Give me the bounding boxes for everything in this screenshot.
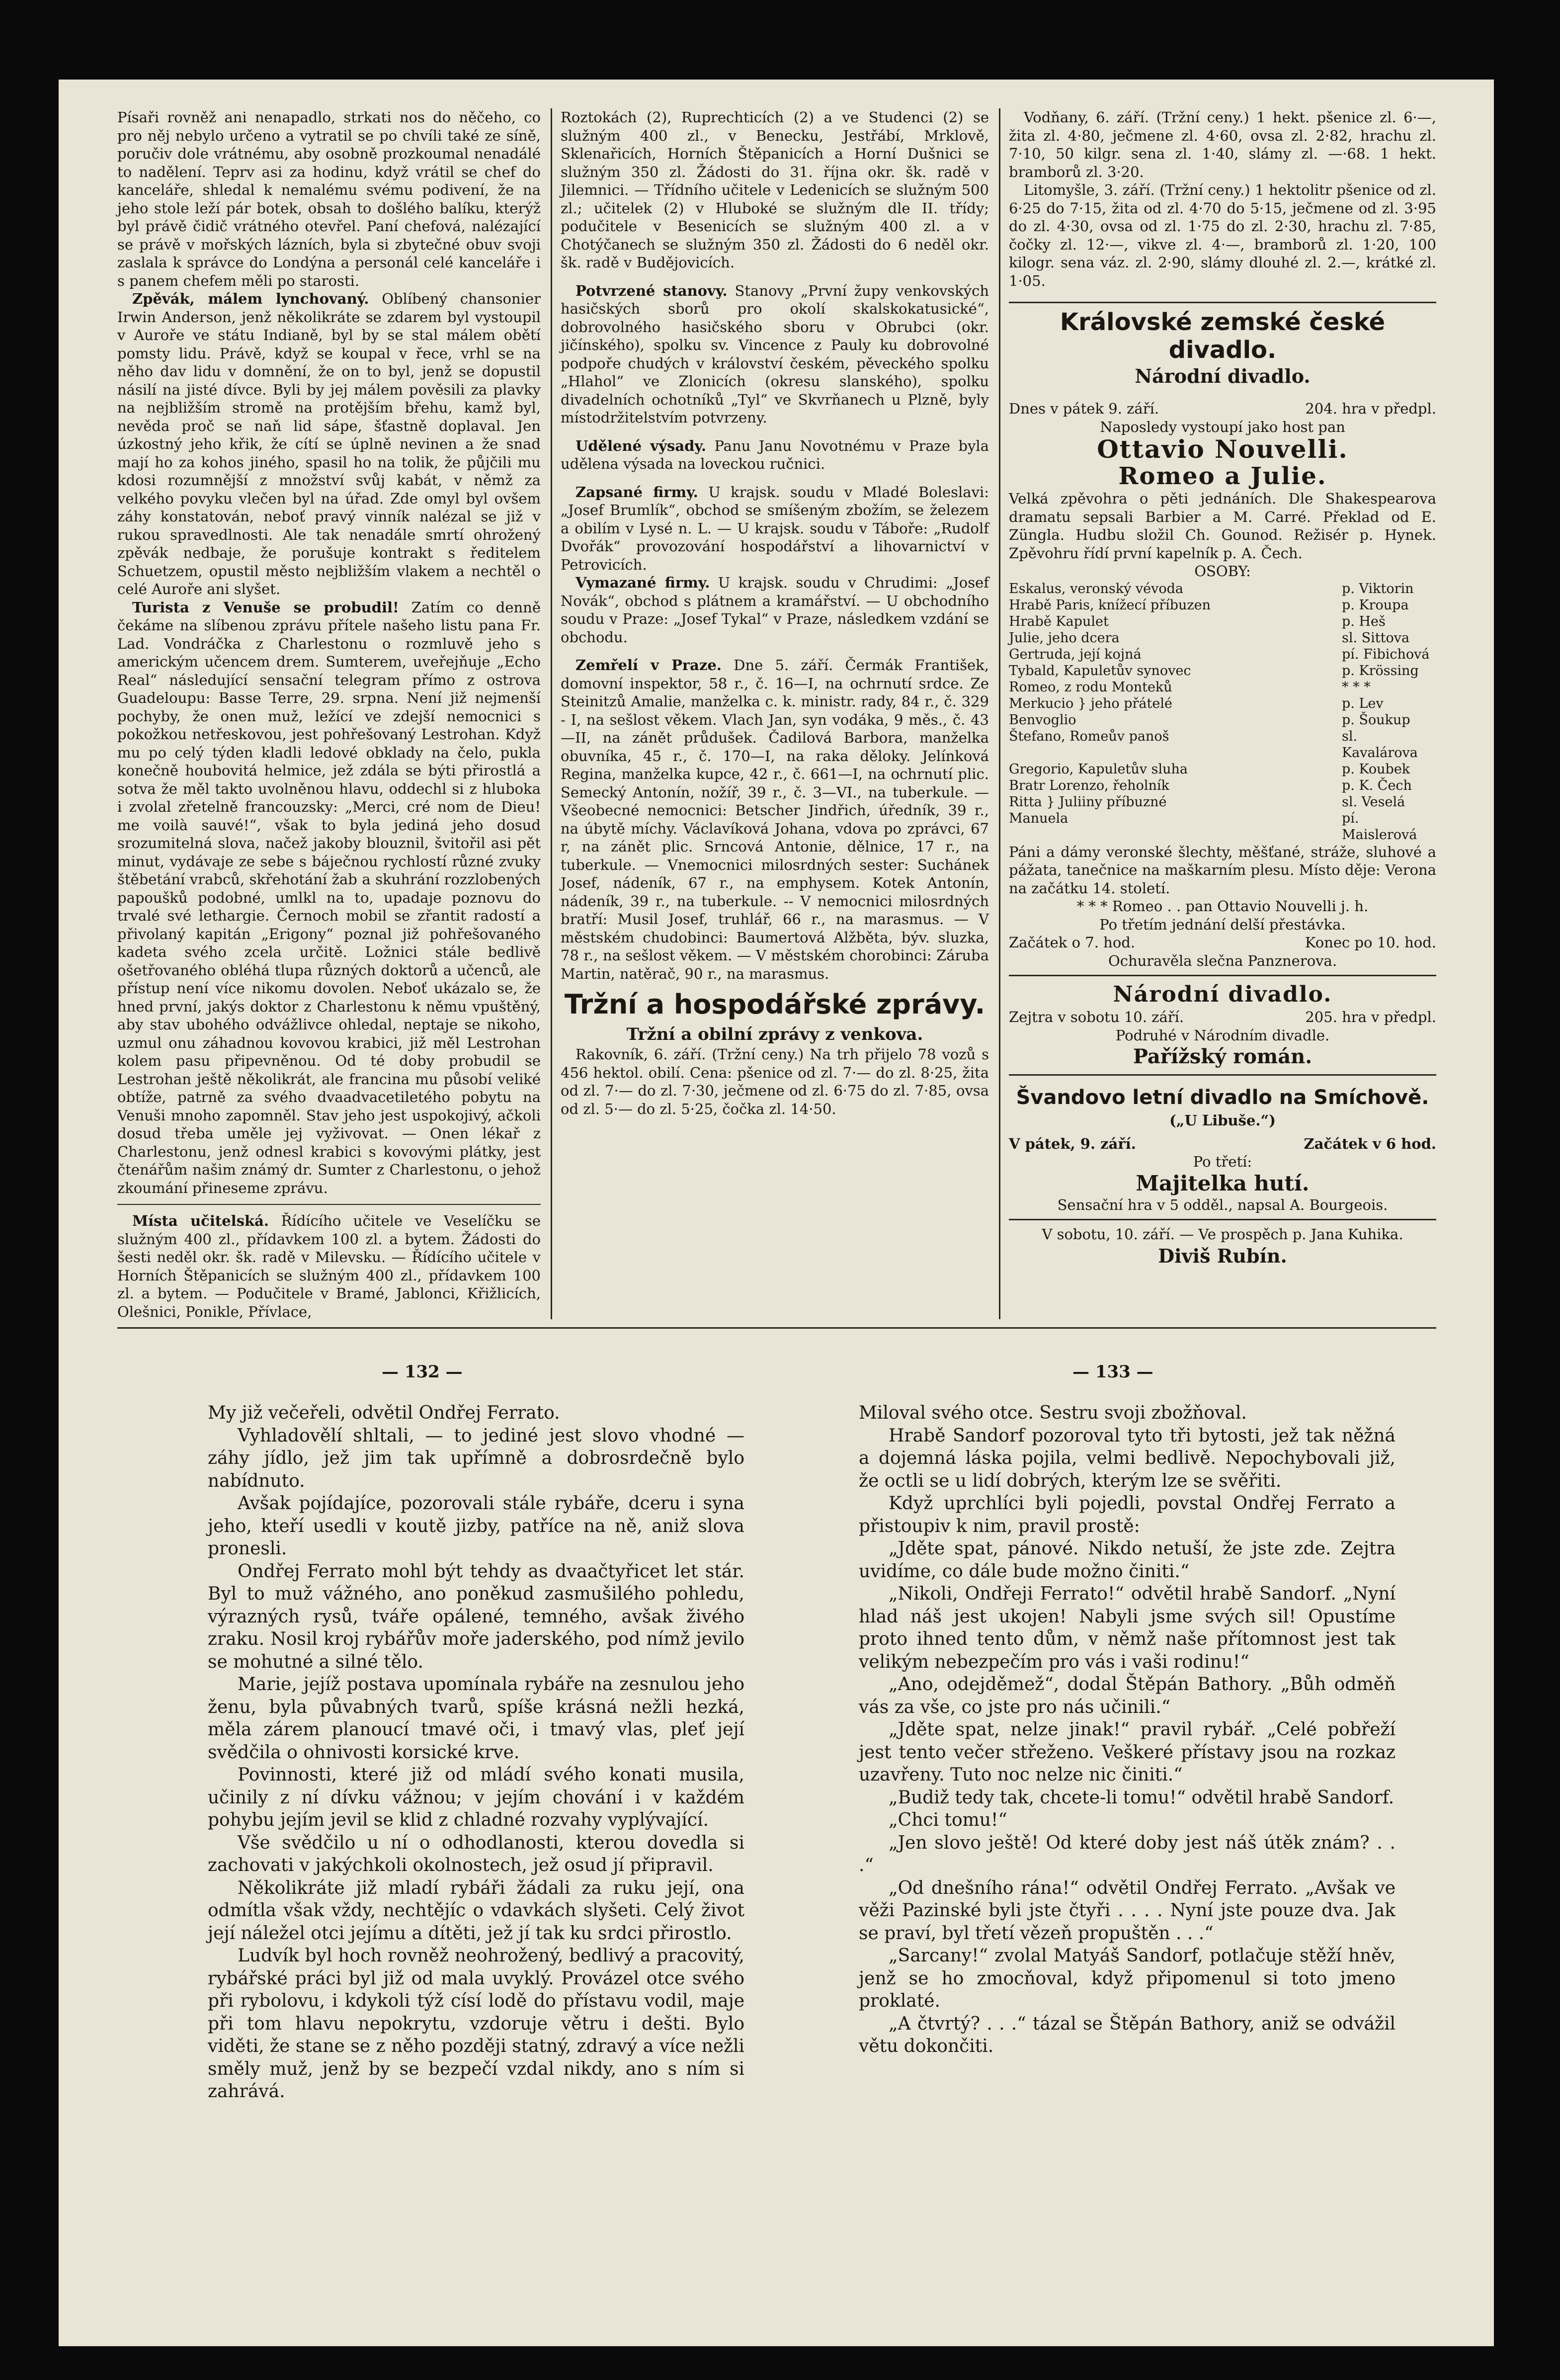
cast-row: [1009, 663, 1436, 679]
cast-role: Eskalus, veronský vévoda: [1009, 581, 1184, 596]
cast-list: [1009, 581, 1436, 843]
article-text: Panu Janu Novotnému v Praze byla udělena výsada na loveckou ručnici.: [561, 437, 989, 472]
cast-role: Merkucio } jeho přátelé: [1009, 695, 1172, 711]
story-paragraph: Vše svědčilo u ní o odhodlanosti, kterou dovedla si zachovati v jakýchkoli okolnostech, jež osud jí připravil.: [208, 1832, 744, 1875]
article-text: U krajsk. soudu v Mladé Boleslavi: „Josef Brumlík“, obchod se smíšeným zbožím, se železem a obilím v Lysé n. L. — U krajsk. soudu v Táboře: „Rudolf Dvořák“ provozování hospodářství a lihovarnictví v Petrovicích.: [561, 483, 989, 573]
story-paragraph: „Sarcany!“ zvolal Matyáš Sandorf, potlačuje stěží hněv, jenž se ho zmocňoval, když připomenul si toto jmeno proklaté.: [859, 1946, 1396, 2011]
cast-actor: p. Heš: [1342, 613, 1386, 629]
cast-actor: p. Lev: [1342, 695, 1384, 711]
story-paragraph: „Od dnešního rána!“ odvětil Ondřej Ferrato. „Avšak ve věži Pazinské byli jste čtyři . . . . Nyní jste pouze dva. Jak se praví, byl třetí vězeň propuštěn . . .“: [859, 1877, 1396, 1944]
cast-row: [1009, 597, 1436, 613]
cast-actor: p. Koubek: [1342, 761, 1410, 777]
cast-actor: p. Krössing: [1342, 663, 1419, 679]
article-heading: Místa učitelská.: [132, 1212, 269, 1229]
theatre-title: Královské zemské české divadlo.: [1060, 308, 1386, 364]
show-date: Dnes v pátek 9. září.: [1009, 400, 1159, 417]
article-heading: Turista z Venuše se probudil!: [132, 598, 399, 616]
cast-role: Julie, jeho dcera: [1009, 630, 1120, 646]
cast-actor: p. Kroupa: [1342, 597, 1409, 613]
show-note: Po třetí:: [1193, 1153, 1252, 1170]
show-note: V sobotu, 10. září. — Ve prospěch p. Jana Kuhika.: [1042, 1226, 1403, 1243]
story-paragraph: „Jděte spat, nelze jinak!“ pravil rybář. „Celé pobřeží jest tento večer střeženo. Veškeré přístavy jsou na rozkaz uzavřeny. Tuto noc nelze nic činiti.“: [859, 1719, 1396, 1785]
play-title: Majitelka hutí.: [1136, 1171, 1310, 1195]
column-divider: [551, 108, 552, 1319]
cast-actor: * * *: [1342, 679, 1371, 695]
section-subtitle: Tržní a obilní zprávy z venkova.: [626, 1024, 923, 1044]
story-paragraph: „Jen slovo ještě! Od které doby jest náš útěk znám? . . .“: [859, 1832, 1396, 1875]
page-number-right: — 133 —: [1072, 1362, 1153, 1382]
theatre-subtitle: („U Libuše.“): [1169, 1112, 1276, 1129]
article-text: Dne 5. září. Čermák František, domovní inspektor, 58 r., č. 16—I, na ochrnutí srdce. Ze Steinitzů Amalie, manželka c. k. ministr. rady, 84 r., č. 329 - I, na sešlost věkem. Vlach Jan, syn vodáka, 9 měs., č. 43—II, na zánět průdušek. Čadilová Barbora, manželka obuvníka, 45 r., č. 170—I, na raka děloky. Jelínková Regina, manželka kupce, 42 r., č. 661—I, na ochrnutí plic. Semecký Antonín, nožíř, 39 r., č. 3—VI., na tuberkule. — Všeobecné nemocnici: Betscher Jindřich, úředník, 39 r., na úbytě míchy. Václavíková Johana, vdova po zprávci, 67 r, na zánět plic. Srncová Antonie, dělnice, 17 r., na tuberkule. — Vnemocnici milosrdných sester: Suchánek Josef, nádeník, 67 r., na emphysem. Kotek Antonín, nádeník, 39 r., na tuberkule. -- V nemocnici milosrdných bratří: Musil Josef, truhlář, 66 r., na marasmus. — V městském chudobinci: Baumertová Alžběta, býv. sluzka, 78 r., na sešlost věkem. — V městském chorobinci: Záruba Martin, natěrač, 90 r., na marasmus.: [561, 657, 989, 982]
article-heading: Zemřelí v Praze.: [575, 657, 722, 674]
show-number: 204. hra v předpl.: [1305, 400, 1436, 417]
cast-row: [1009, 646, 1436, 663]
cast-role: Gertruda, její kojná: [1009, 646, 1142, 662]
cast-row: [1009, 613, 1436, 630]
story-paragraph: „Jděte spat, pánové. Nikdo netuší, že jste zde. Zejtra uvidíme, co dále bude možno činiti.“: [859, 1538, 1396, 1582]
cast-row: [1009, 695, 1436, 712]
cast-actor: sl. Kavalárova: [1342, 728, 1418, 761]
play-description: Velká zpěvohra o pěti jednáních. Dle Shakespearova dramatu sepsali Barbier a M. Carré. Překlad od E. Züngla. Hudbu složil Ch. Gounod. Režisér p. Hynek. Zpěvohru řídí první kapelník p. A. Čech.: [1009, 490, 1436, 562]
end-time: Konec po 10. hod.: [1305, 934, 1436, 951]
cast-role: Ritta } Juliiny příbuzné: [1009, 794, 1167, 810]
story-paragraph: „Chci tomu!“: [889, 1810, 1007, 1830]
show-date: V pátek, 9. září.: [1009, 1135, 1136, 1152]
story-paragraph: „Nikoli, Ondřeji Ferrato!“ odvětil hrabě Sandorf. „Nyní hlad náš jest ukojen! Nabyli jsme svých sil! Opustíme proto ihned tento dům, v němž naše přítomnost jest tak velikým nebezpečím pro vás i vaši rodinu!“: [859, 1584, 1396, 1672]
story-paragraph: Ludvík byl hoch rovněž neohrožený, bedlivý a pracovitý, rybářské práci byl již od mala uvyklý. Provázel otce svého při rybolovu, i kdykoli týž císí lodě do přístavu vodil, maje při tom hlavu nepokrytu, vzdoruje větru i dešti. Bylo viděti, že stane se z něho později statný, zdravý a více nežli směly muž, jenž by se bezpečí vzdal nikdy, ano s ním si zahrává.: [208, 1946, 744, 2102]
article-heading: Zpěvák, málem lynchovaný.: [132, 290, 369, 307]
cast-role: Bratr Lorenzo, řeholník: [1009, 777, 1169, 793]
story-paragraph: „Budiž tedy tak, chcete-li tomu!“ odvětil hrabě Sandorf.: [889, 1787, 1395, 1808]
newspaper-page: [59, 80, 1494, 2346]
article-heading: Zapsané firmy.: [575, 483, 698, 501]
column-2: [561, 108, 989, 1118]
star-line: * * * Romeo . . pan Ottavio Nouvelli j. h.: [1076, 898, 1369, 915]
cast-actor: sl. Sittova: [1342, 630, 1410, 646]
show-note: Podruhé v Národním divadle.: [1115, 1026, 1330, 1044]
play-title: Diviš Rubín.: [1158, 1244, 1287, 1267]
story-left-column: [208, 1402, 744, 2103]
cast-row: [1009, 777, 1436, 794]
story-paragraph: Marie, jejíž postava upomínala rybáře na zesnulou jeho ženu, byla půvabných tvarů, spíše krásná nežli hezká, měla zárem planoucí tmavé oči, i tmavý vlas, pleť její svědčila o ohnivosti korsické krve.: [208, 1674, 744, 1763]
article-heading: Potvrzené stanovy.: [575, 282, 728, 299]
story-paragraph: Ondřej Ferrato mohl být tehdy as dvaačtyřicet let stár. Byl to muž vážného, ano poněkud zasmušilého pohledu, výrazných rysů, tváře opálené, temného, avšak živého zraku. Nosil kroj rybářův moře jaderského, pod nímž jevilo se mohutné a silné tělo.: [208, 1561, 744, 1672]
play-extra: Páni a dámy veronské šlechty, měšťané, stráže, sluhové a pážata, tanečnice na maškarním plesu. Místo děje: Verona na začátku 14. století.: [1009, 843, 1436, 897]
cast-actor: sl. Veselá: [1342, 794, 1405, 810]
cast-role: Hrabě Kapulet: [1009, 613, 1109, 629]
story-paragraph: „Ano, odejděmež“, dodal Štěpán Bathory. „Bůh odměň vás za vše, co jste pro nás učinili.“: [859, 1674, 1396, 1717]
story-paragraph: Když uprchlíci byli pojedli, povstal Ondřej Ferrato a přistoupiv k nim, pravil prostě:: [859, 1493, 1396, 1536]
story-paragraph: Hrabě Sandorf pozoroval tyto tři bytosti, jež tak něžná a dojemná láska pojila, velmi bedlivě. Nepochybovali již, že octli se u lidí dobrých, kterým lze se svěřiti.: [859, 1425, 1396, 1491]
cast-row: [1009, 728, 1436, 761]
theatre-title: Švandovo letní divadlo na Smíchově.: [1016, 1086, 1429, 1109]
theatre-subtitle: Národní divadlo.: [1135, 365, 1311, 387]
article-text: Zatím co denně čekáme na slíbenou zprávu přítele našeho listu pana Fr. Lad. Vondráčka z Charlestonu o rozmluvě jeho s americkým učencem drem. Sumterem, uveřejňuje „Echo Real“ následující sensační telegram přímo z ostrova Guadeloupu: Basse Terre, 29. srpna. Není již nejmenší pochyby, že onen muž, ležící ve zdejší nemocnici s pokožkou netřeskovou, jest pohřešovaný Lestrohan. Když mu po celý týden kladli ledové obklady na čelo, pukla konečně houbovitá helmice, jež zdála se býti přirostlá a sotva že měl takto uvolněnou hlavu, oddechl si z hluboka i zvolal zřetelně francouzsky: „Merci, cré nom de Dieu! me voilà sauvé!“, však to byla jediná jeho dosud srozumitelná slova, načež jakoby blouznil, švitořil asi pět minut, vydávaje ze sebe s báječnou rychlostí různé zvuky štěbetání vrabců, skřehotání žab a skuhrání rozzlobených papoušků podobné, umlkl na to, upadaje poznovu do trvalé své lethargie. Černoch mobil se zřantit radostí a přivolaný kapitán „Erigony“ poznal již pohřešovaného kadeta svého zcela určitě. Ložnici stále bedlivě ošetřovaného obléhá tlupa různých doktorů a učenců, ale přístup není více nikomu dovolen. Neboť ukázalo se, že hned první, jakýs doktor z Charlestonu k němu vpuštěný, aby stav ubohého odvážlivce ohledal, neptaje se nikoho, uzmul onu záhadnou kovovou krabici, již měl Lestrohan kolem pasu připevněnou. Od té doby probudil se Lestrohan ještě několikrát, ale francina mu působí veliké obtíže, patrně za svého dvaadvacetiletého pobytu na Venuši mnoho zapomněl. Stav jeho jest uspokojivý, ačkoli dosud třeba uměle jej vyživovat. — Onen lékař z Charlestonu, jenž odnesl krabici s kovovými plátky, jest čtenářům našim známý dr. Sumter z Charlestonu, o jehož zkoumání přineseme zprávu.: [117, 598, 541, 1196]
article-text: Řídícího učitele ve Veselíčku se služným 400 zl., přídavkem 100 zl. a bytem. Žádosti do šesti neděl okr. šk. radě v Milevsku. — Řídícího učitele v Horních Štěpanicích se služným 400 zl., přídavkem 100 zl. a bytem. — Podučitele v Bramé, Jablonci, Křižlicích, Olešnici, Ponikle, Přívlace,: [117, 1212, 541, 1320]
article-text: Roztokách (2), Ruprechticích (2) a ve Studenci (2) se služným 400 zl., v Benecku, Jestřábí, Mrklově, Sklenařicích, Horních Štěpanicích a Horní Dušnici se služným 350 zl. Žádosti do 31. října okr. šk. radě v Jilemnici. — Třídního učitele v Ledenicích se služným 500 zl.; učitelek (2) v Hluboké se služným dle II. třídy; podučitele v Besenicích se služným 400 zl. a v Chotýčanech se služným 350 zl. Žádosti do 6 neděl okr. šk. radě v Budějovicích.: [561, 109, 989, 271]
story-paragraph: My již večeřeli, odvětil Ondřej Ferrato.: [208, 1403, 560, 1423]
illness-note: Ochuravěla slečna Panznerova.: [1108, 952, 1337, 969]
story-paragraph: Vyhladovělí shltali, — to jediné jest slovo vhodné — záhy jídlo, jež jim tak upřímně a dobrosrdečně bylo nabídnuto.: [208, 1425, 744, 1491]
cast-actor: p. Šoukup: [1342, 712, 1410, 728]
article-heading: Udělené výsady.: [575, 437, 707, 454]
story-paragraph: „A čtvrtý? . . .“ tázal se Štěpán Bathory, aniž se odvážil větu dokončiti.: [859, 2013, 1396, 2056]
cast-role: Tybald, Kapuletův synovec: [1009, 663, 1191, 679]
cast-actor: pí. Fibichová: [1342, 646, 1430, 662]
cast-role: Manuela: [1009, 810, 1068, 826]
cast-row: [1009, 712, 1436, 728]
cast-actor: pí. Maislerová: [1342, 810, 1417, 843]
story-paragraph: Několikráte již mladí rybáři žádali za ruku její, ona odmítla však vždy, nechtějíc o vdavkách slyšeti. Celý život její náležel otci jejímu a dítěti, jež jí tak ku srdci přirostlo.: [208, 1877, 744, 1944]
cast-role: Romeo, z rodu Monteků: [1009, 679, 1172, 695]
story-paragraph: Miloval svého otce. Sestru svoji zbožňoval.: [859, 1403, 1247, 1423]
cast-row: [1009, 761, 1436, 777]
article-text: Rakovník, 6. září. (Tržní ceny.) Na trh přijelo 78 vozů s 456 hektol. obilí. Cena: pšenice od zl. 7·— do zl. 8·25, žita od zl. 7·— do zl. 7·30, ječmene od zl. 6·75 do zl. 7·85, ovsa od zl. 5·— do zl. 5·25, čočka zl. 14·50.: [561, 1046, 989, 1117]
column-1: [117, 108, 541, 1321]
column-divider: [999, 108, 1000, 1319]
start-time: Začátek v 6 hod.: [1304, 1135, 1436, 1152]
play-description: Sensační hra v 5 odděl., napsal A. Bourgeois.: [1057, 1196, 1388, 1213]
cast-role: Benvoglio: [1009, 712, 1076, 728]
section-title: Tržní a hospodářské zprávy.: [564, 989, 985, 1020]
cast-actor: p. K. Čech: [1342, 777, 1412, 793]
theatre-title: Národní divadlo.: [1113, 982, 1332, 1007]
play-title: Pařížský román.: [1133, 1045, 1313, 1068]
cast-actor: p. Viktorin: [1342, 581, 1414, 596]
story-right-column: [859, 1402, 1396, 2058]
show-date: Zejtra v sobotu 10. září.: [1009, 1009, 1184, 1025]
cast-row: [1009, 630, 1436, 646]
cast-role: Gregorio, Kapuletův sluha: [1009, 761, 1188, 777]
article-text: U krajsk. soudu v Chrudimi: „Josef Novák“, obchod s plátnem a kramářství. — U obchodního soudu v Praze: „Josef Tykal“ v Praze, následkem vzdání se obchodu.: [561, 574, 989, 646]
start-time: Začátek o 7. hod.: [1009, 934, 1136, 951]
story-paragraph: Avšak pojídajíce, pozorovali stále rybáře, dceru i syna jeho, kteří usedli v koutě jizby, patříce na ně, aniž slova pronesli.: [208, 1493, 744, 1559]
cast-row: [1009, 794, 1436, 810]
market-report: Vodňany, 6. září. (Tržní ceny.) 1 hekt. pšenice zl. 6·—, žita zl. 4·80, ječmene zl. 4·60, ovsa zl. 2·82, hrachu zl. 7·10, 50 kilgr. sena zl. 1·40, slámy zl. —·68. 1 hekt. bramborů zl. 3·20.: [1009, 109, 1436, 180]
section-divider: [117, 1327, 1436, 1329]
column-3: [1009, 108, 1436, 1269]
page-number-left: — 132 —: [382, 1362, 463, 1382]
cast-role: Hrabě Paris, knížecí příbuzen: [1009, 597, 1211, 613]
market-report: Litomyšle, 3. září. (Tržní ceny.) 1 hektolitr pšenice od zl. 6·25 do 7·15, žita od zl. 4·70 do 5·15, ječmene od zl. 3·95 do zl. 4·30, ovsa od zl. 1·75 do zl. 2·30, hrachu zl. 7·85, čočky zl. 12·—, vikve zl. 4·—, bramborů zl. 1·20, 100 kilogr. sena váz. zl. 2·90, slámy dlouhé zl. 2.—, krátké zl. 1·05.: [1009, 181, 1436, 289]
pause-line: Po třetím jednání delší přestávka.: [1099, 916, 1346, 933]
article-text: Písaři rovněž ani nenapadlo, strkati nos do něčeho, co pro něj nebylo určeno a vytratil se po chvíli také ze síně, poručiv dole vrátnému, aby osobně prozkoumal nenadálé to nadělení. Teprv asi za hodinu, když vrátil se chef do kanceláře, shledal k nemalému svému podivení, že na jeho stole leží pár botek, obsah to došlého balíku, kterýž byl právě čidič vrátného otevřel. Paní chefová, nalézající se právě v mořských lázních, byla si zbytečné obuv svoji zaslala k správce do Londýna a personál celé kanceláře i s panem chefem měli po starosti.: [117, 109, 541, 289]
cast-row: [1009, 679, 1436, 695]
article-text: Oblíbený chansonier Irwin Anderson, jenž několikráte se zdarem byl vystoupil v Auroře ve státu Indianě, byl by se stal málem obětí pomsty lidu. Právě, když se koupal v řece, vrhl se na něho dav lidu v domnění, že on to byl, jenž se dopustil násilí na jisté dívce. Byli by jej málem pověsili za plavky na nejbližším stromě na protějším břehu, kamž byl, nevěda proč se naň lid sápe, šťastně doplaval. Jen úzkostný jeho křik, že cítí se úplně nevinen a že snad mají ho za kohos jiného, spasil ho na tolik, že půjčili mu kdosi rozumnější z množství svůj kabát, v němž za velkého povyku vlečen byl na úřad. Zde omyl byl ovšem záhy konstatován, neboť pravý vinník nalézal se již v rukou spravedlnosti. Ale tak nenadále smrtí ohrožený zpěvák nedbaje, že porušuje kontrakt s ředitelem Schuetzem, opustil město nejbližším vlakem a nechtěl o celé Auroře ani slyšet.: [117, 290, 541, 597]
article-text: Stanovy „První župy venkovských hasičských sborů pro okolí skalskokatusické“, dobrovolného hasičského sboru v Obrubci (okr. jičínského), spolku sv. Vincence z Pauly ku dobrovolné podpoře chudých v království českém, pěveckého spolku „Hlahol“ ve Zlonicích (okresu slanského), spolku divadelních ochotníků „Tyl“ ve Skvrňanech u Plzně, byly místodržitelstvím potvrzeny.: [561, 282, 989, 426]
cast-row: [1009, 581, 1436, 597]
story-paragraph: Povinnosti, které již od mládí svého konati musila, učinily z ní dívku vážnou; v jejím chování i v každém pohybu jejím jevil se klid z chladné rozvahy vyplývající.: [208, 1765, 744, 1830]
guest-name: Ottavio Nouvelli.: [1097, 434, 1348, 464]
play-title: Romeo a Julie.: [1118, 462, 1327, 490]
cast-heading: OSOBY:: [1194, 563, 1251, 580]
show-number: 205. hra v předpl.: [1305, 1009, 1436, 1025]
cast-role: Štefano, Romeův panoš: [1009, 728, 1169, 744]
article-heading: Vymazané firmy.: [575, 574, 710, 591]
cast-row: [1009, 810, 1436, 843]
guest-line: Naposledy vystoupí jako host pan: [1100, 418, 1345, 435]
